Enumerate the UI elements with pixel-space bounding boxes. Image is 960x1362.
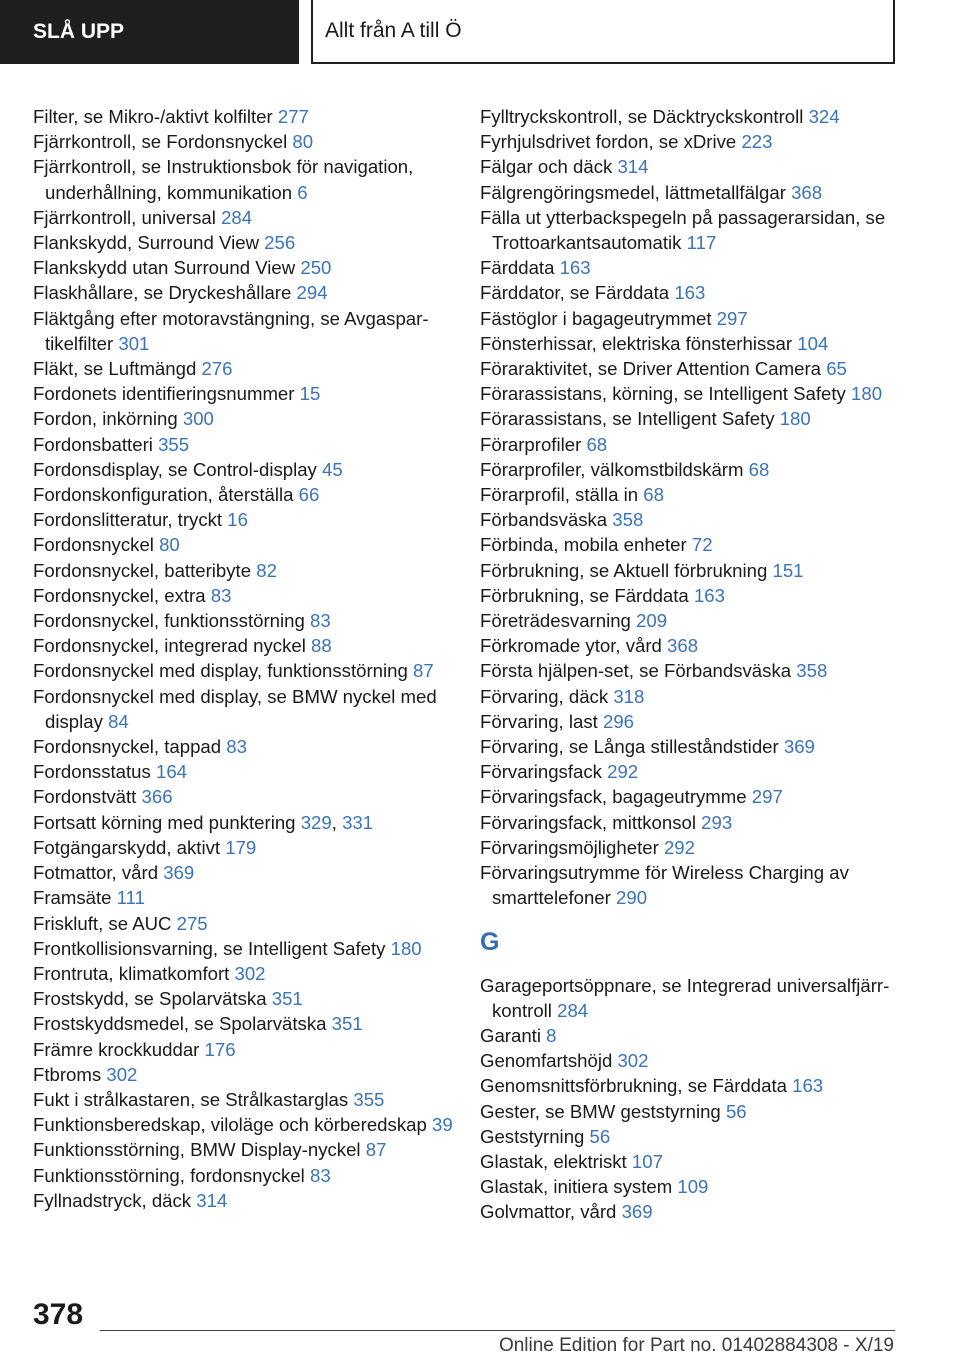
index-entry xyxy=(480,709,905,734)
page-reference-link[interactable]: 369 xyxy=(783,736,815,758)
index-entry-text: Glastak, initiera system xyxy=(480,1176,673,1198)
index-entry: Fortsatt körning med punktering 329, 331 xyxy=(33,811,374,833)
index-entry-text: Förarassistans, se Intelligent Safety xyxy=(480,408,775,430)
page-reference-link[interactable]: 358 xyxy=(796,660,828,682)
page-reference-link[interactable]: 351 xyxy=(271,988,303,1010)
page-reference-link[interactable]: 15 xyxy=(299,383,321,405)
page-reference-link[interactable]: 83 xyxy=(210,584,232,606)
index-entry xyxy=(33,129,453,154)
index-entry xyxy=(480,1073,905,1098)
page-reference-link[interactable]: 223 xyxy=(741,131,773,153)
index-entry-text: Förvaringsfack xyxy=(480,761,602,783)
index-entry-text: Fjärrkontroll, se Instruktionsbok för navigation, underhållning, kommunikation xyxy=(33,156,414,203)
page-reference-link[interactable]: 8 xyxy=(546,1024,557,1046)
index-entry xyxy=(480,205,905,255)
index-entry-text: Ftbroms xyxy=(33,1063,102,1085)
index-entry-text: Fordonsdisplay, se Control-display xyxy=(33,458,317,480)
index-entry xyxy=(480,1174,905,1199)
section-tab xyxy=(0,0,299,64)
index-entry xyxy=(480,381,905,406)
index-entry-text: Fjärrkontroll, universal xyxy=(33,206,216,228)
index-entry-text: Fjärrkontroll, se Fordonsnyckel xyxy=(33,131,288,153)
page-reference-link[interactable]: 82 xyxy=(256,559,277,581)
chapter-title: Allt från A till Ö xyxy=(325,19,462,42)
page-reference-link[interactable]: 368 xyxy=(791,181,823,203)
index-entry xyxy=(480,154,905,179)
page-reference-link[interactable]: 117 xyxy=(686,232,717,254)
page-reference-link[interactable]: 56 xyxy=(589,1125,611,1147)
page-reference-link[interactable]: 292 xyxy=(663,836,695,858)
index-entry xyxy=(480,482,905,507)
index-entry-text: Flaskhållare, se Dryckeshållare xyxy=(33,282,292,304)
index-entry-text: Förarprofiler, välkomstbildskärm xyxy=(480,458,744,480)
page-reference-link[interactable]: 369 xyxy=(163,862,195,884)
index-entry-text: Frostskydd, se Spolarvätska xyxy=(33,988,267,1010)
index-entry-text: Förvaring, last xyxy=(480,710,598,732)
index-entry-text: Fälgrengöringsmedel, lättmetallfälgar xyxy=(480,181,786,203)
index-entry xyxy=(480,180,905,205)
index-entry xyxy=(33,936,453,961)
page-reference-link[interactable]: 164 xyxy=(156,761,188,783)
index-entry xyxy=(33,356,453,381)
index-entry xyxy=(33,406,453,431)
index-entry-text: Fordonsnyckel, tappad xyxy=(33,736,222,758)
index-entry xyxy=(480,608,905,633)
index-entry xyxy=(33,986,453,1011)
index-entry xyxy=(480,104,905,129)
index-entry-text: Glastak, elektriskt xyxy=(480,1150,627,1172)
index-group-g xyxy=(480,973,905,1225)
index-entry-text: Genomsnittsförbrukning, se Färddata xyxy=(480,1075,787,1097)
index-entry-text: Frostskyddsmedel, se Spolarvätska xyxy=(33,1013,327,1035)
page-reference-link[interactable]: 56 xyxy=(725,1100,747,1122)
page-reference-link[interactable]: 104 xyxy=(797,332,829,354)
index-entry-text: Främre krockkuddar xyxy=(33,1038,200,1060)
index-entry-text: Fordonets identifieringsnummer xyxy=(33,383,295,405)
page-reference-link[interactable]: 275 xyxy=(176,912,208,934)
index-entry-text: Fordonsnyckel, funktionsstörning xyxy=(33,610,305,632)
index-entry xyxy=(33,104,453,129)
page-reference-link[interactable]: 301 xyxy=(118,332,150,354)
index-entry xyxy=(480,507,905,532)
index-entry xyxy=(33,381,453,406)
index-entry-text: Frontkollisionsvarning, se Intelligent Safety xyxy=(33,937,386,959)
page-reference-link[interactable]: 368 xyxy=(667,635,699,657)
page-reference-link[interactable]: 256 xyxy=(264,232,296,254)
page-reference-link[interactable]: 314 xyxy=(196,1189,228,1211)
index-entry-text: Fordonsnyckel med display, se BMW nyckel med display xyxy=(33,685,437,732)
page-reference-link[interactable]: 294 xyxy=(296,282,328,304)
page-reference-link[interactable]: 16 xyxy=(227,509,248,531)
index-entry xyxy=(33,734,453,759)
index-entry-text: Förbrukning, se Färddata xyxy=(480,584,689,606)
index-entry-text: Fortsatt körning med punktering xyxy=(33,811,296,833)
index-entry-text: Fälla ut ytterbackspegeln på passagerarsidan, se Trottoarkantsautomatik xyxy=(480,206,886,254)
index-entry-text: Fyllnadstryck, däck xyxy=(33,1189,192,1211)
page-reference-link[interactable]: 284 xyxy=(221,206,253,228)
index-entry-text: Framsäte xyxy=(33,887,112,909)
index-entry xyxy=(33,205,453,230)
index-entry-text: Fordonskonfiguration, återställa xyxy=(33,484,294,506)
page-reference-link[interactable]: 314 xyxy=(617,156,649,178)
index-entry-text: Första hjälpen-set, se Förbandsväska xyxy=(480,660,792,682)
index-entry xyxy=(480,432,905,457)
index-entry xyxy=(33,759,453,784)
page-reference-link[interactable]: 66 xyxy=(298,484,320,506)
page-reference-link[interactable]: 65 xyxy=(826,358,847,380)
index-entry-text: Fläkt, se Luftmängd xyxy=(33,358,197,380)
page-reference-link[interactable]: 369 xyxy=(621,1201,653,1223)
index-entry xyxy=(33,784,453,809)
page-reference-link[interactable]: 302 xyxy=(234,962,266,984)
index-entry xyxy=(480,633,905,658)
page-reference-link[interactable]: 68 xyxy=(586,433,608,455)
index-entry xyxy=(480,558,905,583)
page-reference-link[interactable]: 83 xyxy=(310,1164,331,1186)
footer-divider xyxy=(100,1330,895,1331)
page-reference-link[interactable]: 163 xyxy=(674,282,706,304)
index-entry-text: Förvaring, däck xyxy=(480,685,609,707)
page-reference-link[interactable]: 351 xyxy=(331,1013,363,1035)
page-reference-link[interactable]: 83 xyxy=(310,610,331,632)
index-entry xyxy=(33,1037,453,1062)
page-reference-link[interactable]: 284 xyxy=(557,999,589,1021)
page-reference-link[interactable]: 209 xyxy=(636,610,668,632)
index-entry xyxy=(33,154,453,204)
index-entry-text: Förarprofiler xyxy=(480,433,582,455)
index-entry-text: Förarassistans, körning, se Intelligent Safety xyxy=(480,383,846,405)
index-entry-text: Färddata xyxy=(480,257,555,279)
index-entry xyxy=(33,1163,453,1188)
page-reference-link[interactable]: 180 xyxy=(851,383,883,405)
index-group-f xyxy=(480,104,905,911)
index-entry-text: Föraraktivitet, se Driver Attention Camera xyxy=(480,358,822,380)
page-reference-link[interactable]: 355 xyxy=(158,433,190,455)
index-entry xyxy=(33,961,453,986)
page-reference-link[interactable]: 83 xyxy=(226,736,247,758)
index-entry-text: Förvaringsmöjligheter xyxy=(480,836,659,858)
index-entry-text: Fönsterhissar, elektriska fönsterhissar xyxy=(480,332,793,354)
index-entry xyxy=(480,129,905,154)
index-entry-text: Fordonslitteratur, tryckt xyxy=(33,509,223,531)
index-entry xyxy=(33,608,453,633)
index-entry xyxy=(480,280,905,305)
index-entry-text: Fordonsnyckel xyxy=(33,534,154,556)
index-entry xyxy=(480,684,905,709)
index-entry xyxy=(480,734,905,759)
index-entry-text: Förvaringsfack, bagageutrymme xyxy=(480,786,747,808)
index-entry xyxy=(33,1112,453,1137)
index-entry xyxy=(33,432,453,457)
index-entry-text: Frontruta, klimatkomfort xyxy=(33,962,230,984)
index-entry xyxy=(33,583,453,608)
index-entry xyxy=(33,860,453,885)
page-reference-link[interactable]: 163 xyxy=(792,1075,824,1097)
index-entry-text: Fordonstvätt xyxy=(33,786,137,808)
page-reference-link[interactable]: 297 xyxy=(716,307,748,329)
page-reference-link[interactable]: 250 xyxy=(300,257,332,279)
index-entry-text: Funktionsberedskap, viloläge och körberedskap xyxy=(33,1114,427,1136)
index-entry xyxy=(33,1188,453,1213)
index-entry-text: Golvmattor, vård xyxy=(480,1201,617,1223)
index-entry-text: Fyrhjulsdrivet fordon, se xDrive xyxy=(480,131,737,153)
page-reference-link[interactable]: 87 xyxy=(365,1139,387,1161)
index-entry xyxy=(480,583,905,608)
index-entry-text: Förvaring, se Långa stilleståndstider xyxy=(480,736,779,758)
index-entry-text: Fordon, inkörning xyxy=(33,408,178,430)
page-reference-link[interactable]: 84 xyxy=(108,710,129,732)
page-reference-link[interactable]: 163 xyxy=(559,257,591,279)
index-entry-text: Garageportsöppnare, se Integrerad universalfjärrkontroll xyxy=(480,974,890,1021)
chapter-header xyxy=(311,0,895,64)
index-entry xyxy=(33,1137,453,1162)
index-entry xyxy=(480,810,905,835)
index-entry xyxy=(33,457,453,482)
page-reference-link[interactable]: 358 xyxy=(612,509,644,531)
page-reference-link[interactable]: 296 xyxy=(602,710,635,732)
index-entry xyxy=(33,280,453,305)
page-reference-link[interactable]: 39 xyxy=(431,1114,453,1136)
page-reference-link[interactable]: 366 xyxy=(141,786,173,808)
index-entry-text: Förvaringsutrymme för Wireless Charging av smarttelefoner xyxy=(480,862,849,909)
index-entry xyxy=(480,1124,905,1149)
index-entry-text: Förbinda, mobila enheter xyxy=(480,534,687,556)
index-entry-text: Gester, se BMW geststyrning xyxy=(480,1100,721,1122)
page-reference-link[interactable]: 355 xyxy=(353,1088,385,1110)
index-entry-text: Garanti xyxy=(480,1024,541,1046)
index-entry-text: Fordonsbatteri xyxy=(33,433,153,455)
index-entry xyxy=(480,1048,905,1073)
index-entry xyxy=(480,356,905,381)
index-entry xyxy=(480,1099,905,1124)
index-entry-text: Fästöglor i bagageutrymmet xyxy=(480,307,712,329)
index-entry xyxy=(480,973,905,1023)
index-entry xyxy=(480,1023,905,1048)
index-entry xyxy=(33,482,453,507)
index-entry-text: Funktionsstörning, fordonsnyckel xyxy=(33,1164,305,1186)
page-reference-link[interactable]: 318 xyxy=(613,685,645,707)
page-reference-link[interactable]: 179 xyxy=(225,836,257,858)
index-entry-text: Geststyrning xyxy=(480,1125,585,1147)
index-entry xyxy=(480,658,905,683)
page-reference-link[interactable]: 72 xyxy=(691,534,713,556)
index-column-right xyxy=(480,104,905,1225)
index-entry-text: Fordonsnyckel, batteribyte xyxy=(33,559,252,581)
page-reference-link[interactable]: 302 xyxy=(106,1063,138,1085)
page-reference-link[interactable]: 300 xyxy=(182,408,214,430)
index-entry-text: Fordonsnyckel, extra xyxy=(33,584,206,606)
page-reference-link[interactable]: 302 xyxy=(617,1050,649,1072)
index-entry xyxy=(33,658,453,683)
index-entry xyxy=(480,331,905,356)
footer-edition-text: Online Edition for Part no. 01402884308 - X/19 xyxy=(498,1335,894,1356)
page-reference-link[interactable]: 107 xyxy=(631,1150,663,1172)
index-entry xyxy=(33,835,453,860)
page-reference-link[interactable]: 324 xyxy=(808,106,840,127)
index-entry xyxy=(480,255,905,280)
page-reference-link[interactable]: 88 xyxy=(311,635,332,657)
page-reference-link[interactable]: 6 xyxy=(297,181,308,203)
page-reference-link[interactable]: 276 xyxy=(201,358,233,380)
page-reference-link[interactable]: 293 xyxy=(701,811,733,833)
index-entry xyxy=(33,532,453,557)
page-reference-link[interactable]: 176 xyxy=(204,1038,236,1060)
page-reference-link[interactable]: 111 xyxy=(116,887,145,909)
index-entry-text: Fotmattor, vård xyxy=(33,862,159,884)
index-entry xyxy=(33,885,453,910)
page-reference-link[interactable]: 297 xyxy=(751,786,783,808)
index-entry-text: Fordonsstatus xyxy=(33,761,151,783)
page-reference-link[interactable]: 292 xyxy=(607,761,639,783)
page-reference-link[interactable]: 68 xyxy=(748,458,770,480)
page-reference-link[interactable]: 180 xyxy=(779,408,811,430)
index-entry xyxy=(33,1011,453,1036)
index-entry xyxy=(33,633,453,658)
index-entry-text: Fälgar och däck xyxy=(480,156,613,178)
index-entry-text: Friskluft, se AUC xyxy=(33,912,172,934)
page-number: 378 xyxy=(33,1298,84,1331)
index-entry xyxy=(480,759,905,784)
page-reference-link[interactable]: 290 xyxy=(616,887,648,909)
index-entry xyxy=(480,306,905,331)
index-entry xyxy=(33,306,453,356)
index-entry-text: Förbrukning, se Aktuell förbrukning xyxy=(480,559,768,581)
page-reference-link[interactable]: 277 xyxy=(277,106,309,127)
section-letter-g: G xyxy=(480,927,500,956)
index-entry-text: Fotgängarskydd, aktivt xyxy=(33,836,221,858)
page-reference-link[interactable]: 68 xyxy=(643,484,664,506)
page-reference-link[interactable]: 80 xyxy=(159,534,180,556)
page-reference-link[interactable]: 80 xyxy=(292,131,314,153)
index-entry xyxy=(480,860,905,910)
index-entry xyxy=(480,1149,905,1174)
index-column-left xyxy=(33,104,453,1213)
index-entry-text: Fylltryckskontroll, se Däcktryckskontroll xyxy=(480,106,804,127)
index-entry-text: Förkromade ytor, vård xyxy=(480,635,662,657)
index-entry xyxy=(33,507,453,532)
index-entry-text: Företrädesvarning xyxy=(480,610,631,632)
index-entry-text: Fläktgång efter motoravstängning, se Avgaspartikelfilter xyxy=(33,307,429,354)
index-entry-text: Färddator, se Färddata xyxy=(480,282,670,304)
index-entry xyxy=(480,1199,905,1224)
index-entry xyxy=(480,406,905,431)
index-entry-text: Förarprofil, ställa in xyxy=(480,484,639,506)
index-entry xyxy=(33,1062,453,1087)
index-entry xyxy=(33,558,453,583)
index-entry-text: Fordonsnyckel, integrerad nyckel xyxy=(33,635,306,657)
page-reference-link[interactable]: 87 xyxy=(413,660,434,682)
index-entry xyxy=(33,911,453,936)
page-reference-link[interactable]: 331 xyxy=(342,811,374,833)
page-reference-link[interactable]: 45 xyxy=(322,458,343,480)
index-entry-text: Förbandsväska xyxy=(480,509,608,531)
page-reference-link[interactable]: 163 xyxy=(693,584,725,606)
index-entry xyxy=(480,532,905,557)
page-reference-link[interactable]: 180 xyxy=(390,937,422,959)
page-reference-link[interactable]: 151 xyxy=(772,559,804,581)
page-reference-link[interactable]: 329 xyxy=(300,811,332,833)
index-entry-text: Funktionsstörning, BMW Display-nyckel xyxy=(33,1139,361,1161)
section-tab-label: SLÅ UPP xyxy=(33,20,125,43)
index-entry xyxy=(480,835,905,860)
page-reference-link[interactable]: 109 xyxy=(677,1176,709,1198)
index-entry xyxy=(480,784,905,809)
index-entry-text: Genomfartshöjd xyxy=(480,1050,613,1072)
index-entry xyxy=(33,230,453,255)
index-entry xyxy=(33,255,453,280)
index-entry-text: Flankskydd, Surround View xyxy=(33,232,259,254)
index-entry-text: Flankskydd utan Surround View xyxy=(33,257,296,279)
index-entry-text: Förvaringsfack, mittkonsol xyxy=(480,811,696,833)
index-entry xyxy=(33,1087,453,1112)
index-entry xyxy=(480,457,905,482)
index-entry-text: Filter, se Mikro-/aktivt kolfilter xyxy=(33,106,273,127)
index-entry-text: Fukt i strålkastaren, se Strålkastarglas xyxy=(33,1088,349,1110)
index-entry xyxy=(33,684,453,734)
index-entry-text: Fordonsnyckel med display, funktionsstörning xyxy=(33,660,408,682)
